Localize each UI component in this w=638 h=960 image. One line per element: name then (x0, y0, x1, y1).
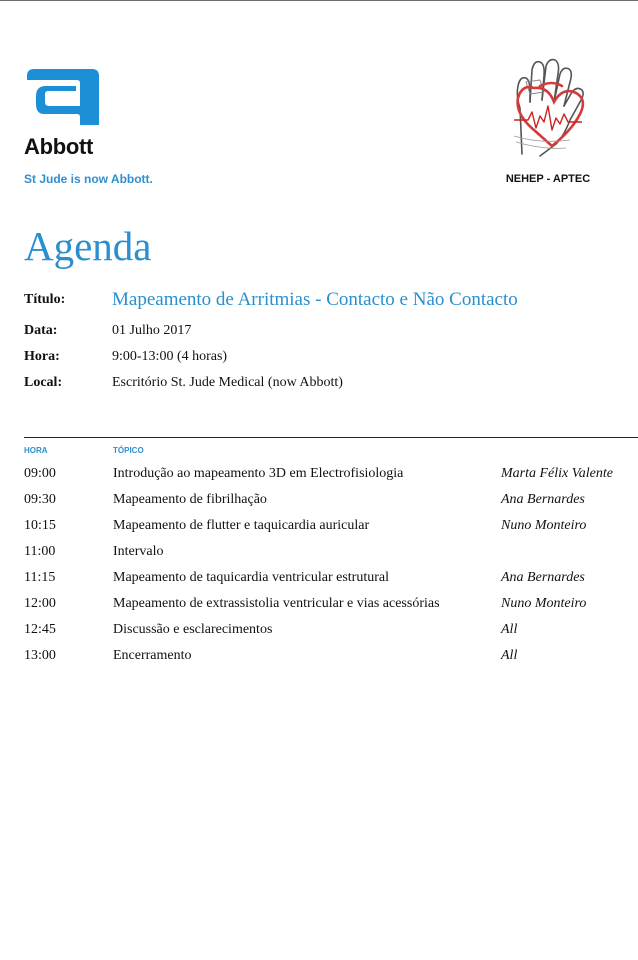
row-time: 11:15 (24, 570, 56, 585)
title-value: Mapeamento de Arritmias - Contacto e Não Contacto (112, 289, 518, 310)
page-title: Agenda (24, 223, 152, 269)
schedule-header (24, 446, 638, 458)
row-speaker: Ana Bernardes (501, 570, 585, 585)
row-time: 09:00 (24, 466, 56, 481)
table-row (24, 466, 638, 492)
row-time: 12:45 (24, 622, 56, 637)
row-time: 09:30 (24, 492, 56, 507)
time-value: 9:00-13:00 (4 horas) (112, 349, 228, 364)
table-row (24, 622, 638, 648)
meta-row-time (24, 349, 624, 375)
meta-row-location (24, 375, 624, 401)
column-header-time: HORA (24, 446, 48, 455)
row-topic: Encerramento (113, 648, 192, 663)
meta-row-date (24, 323, 624, 349)
table-row (24, 544, 638, 570)
row-speaker: All (501, 648, 518, 663)
table-row (24, 648, 638, 674)
row-topic: Discussão e esclarecimentos (113, 622, 273, 637)
row-speaker: Marta Félix Valente (501, 466, 613, 481)
row-speaker: Nuno Monteiro (501, 596, 587, 611)
row-topic: Mapeamento de flutter e taquicardia auricular (113, 518, 370, 533)
row-time: 10:15 (24, 518, 56, 533)
row-topic: Mapeamento de taquicardia ventricular estrutural (113, 570, 389, 585)
table-row (24, 596, 638, 622)
event-details (24, 290, 624, 401)
abbott-logo-icon (24, 66, 102, 128)
meta-row-title (24, 290, 624, 323)
row-topic: Intervalo (113, 544, 164, 559)
row-topic: Mapeamento de extrassistolia ventricular e vias acessórias (113, 596, 440, 611)
location-value: Escritório St. Jude Medical (now Abbott) (112, 375, 343, 390)
date-value: 01 Julho 2017 (112, 323, 192, 338)
table-row (24, 492, 638, 518)
row-time: 11:00 (24, 544, 56, 559)
column-header-topic: TÓPICO (113, 446, 144, 455)
top-divider (0, 0, 638, 1)
row-topic: Mapeamento de fibrilhação (113, 492, 267, 507)
row-topic: Introdução ao mapeamento 3D em Electrofisiologia (113, 466, 404, 481)
abbott-tagline: St Jude is now Abbott. (24, 172, 153, 186)
date-label: Data: (24, 323, 58, 338)
row-time: 13:00 (24, 648, 56, 663)
time-label: Hora: (24, 349, 60, 364)
nehep-label: NEHEP - APTEC (505, 173, 591, 185)
row-time: 12:00 (24, 596, 56, 611)
schedule-table (24, 466, 638, 674)
row-speaker: All (501, 622, 518, 637)
table-divider (24, 437, 638, 438)
abbott-wordmark: Abbott (24, 134, 94, 159)
nehep-hand-heart-logo-icon (500, 56, 596, 164)
row-speaker: Nuno Monteiro (501, 518, 587, 533)
row-speaker: Ana Bernardes (501, 492, 585, 507)
title-label: Título: (24, 292, 66, 307)
location-label: Local: (24, 375, 63, 390)
table-row (24, 518, 638, 544)
table-row (24, 570, 638, 596)
